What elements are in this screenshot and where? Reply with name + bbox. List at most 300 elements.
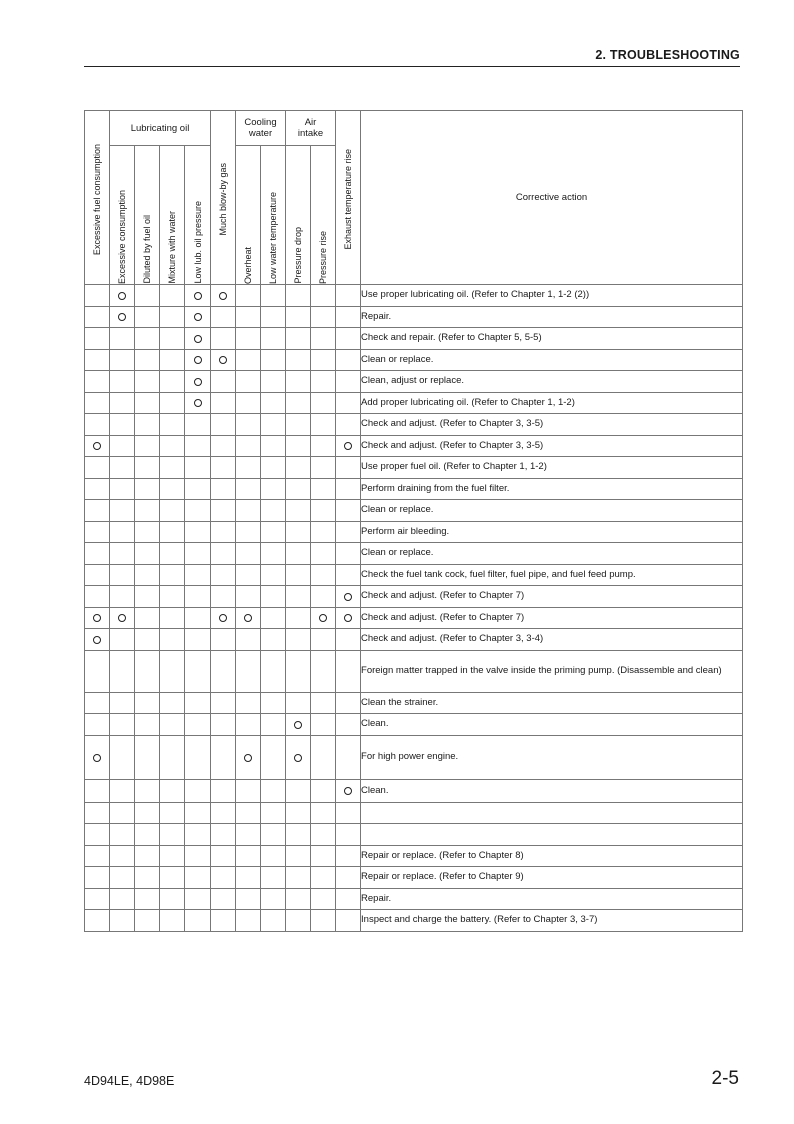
mark-cell: [311, 629, 336, 651]
mark-cell: [160, 285, 185, 307]
troubleshooting-table-body: [85, 285, 743, 932]
mark-cell: [185, 650, 211, 692]
circle-mark-icon: [118, 313, 126, 321]
mark-cell: [236, 371, 261, 393]
mark-cell: [286, 802, 311, 824]
mark-cell: [211, 607, 236, 629]
mark-cell: [135, 714, 160, 736]
mark-cell: [185, 285, 211, 307]
mark-cell: [135, 650, 160, 692]
circle-mark-icon: [118, 292, 126, 300]
mark-cell: [336, 543, 361, 565]
corrective-action-cell: Repair or replace. (Refer to Chapter 8): [361, 845, 743, 867]
mark-cell: [336, 586, 361, 608]
mark-cell: [85, 650, 110, 692]
mark-cell: [286, 910, 311, 932]
mark-cell: [110, 910, 135, 932]
mark-cell: [85, 714, 110, 736]
mark-cell: [236, 629, 261, 651]
mark-cell: [336, 306, 361, 328]
mark-cell: [261, 629, 286, 651]
mark-cell: [135, 607, 160, 629]
mark-cell: [185, 414, 211, 436]
corrective-action-cell: Clean or replace.: [361, 500, 743, 522]
mark-cell: [261, 735, 286, 779]
mark-cell: [110, 824, 135, 846]
mark-cell: [185, 478, 211, 500]
mark-cell: [160, 543, 185, 565]
table-row: [85, 543, 743, 565]
mark-cell: [336, 392, 361, 414]
mark-cell: [135, 735, 160, 779]
table-row: [85, 285, 743, 307]
corrective-action-cell: Perform draining from the fuel filter.: [361, 478, 743, 500]
col-header-corrective-action: Corrective action: [361, 111, 743, 285]
corrective-action-cell: Use proper lubricating oil. (Refer to Chapter 1, 1-2 (2)): [361, 285, 743, 307]
mark-cell: [286, 349, 311, 371]
mark-cell: [261, 888, 286, 910]
table-row: [85, 779, 743, 802]
mark-cell: [261, 692, 286, 714]
mark-cell: [211, 779, 236, 802]
mark-cell: [336, 414, 361, 436]
mark-cell: [236, 779, 261, 802]
table-row: [85, 607, 743, 629]
mark-cell: [286, 328, 311, 350]
circle-mark-icon: [194, 335, 202, 343]
mark-cell: [286, 500, 311, 522]
mark-cell: [286, 521, 311, 543]
corrective-action-cell: Check the fuel tank cock, fuel filter, fuel pipe, and fuel feed pump.: [361, 564, 743, 586]
table-row: [85, 802, 743, 824]
mark-cell: [110, 478, 135, 500]
mark-cell: [211, 285, 236, 307]
mark-cell: [160, 328, 185, 350]
mark-cell: [211, 521, 236, 543]
mark-cell: [236, 478, 261, 500]
footer-model: 4D94LE, 4D98E: [84, 1074, 175, 1088]
mark-cell: [211, 564, 236, 586]
mark-cell: [85, 824, 110, 846]
table-row: [85, 564, 743, 586]
mark-cell: [185, 735, 211, 779]
mark-cell: [110, 692, 135, 714]
circle-mark-icon: [93, 754, 101, 762]
mark-cell: [85, 306, 110, 328]
mark-cell: [211, 845, 236, 867]
circle-mark-icon: [219, 614, 227, 622]
mark-cell: [236, 692, 261, 714]
circle-mark-icon: [344, 614, 352, 622]
table-row: [85, 650, 743, 692]
mark-cell: [261, 521, 286, 543]
circle-mark-icon: [194, 399, 202, 407]
mark-cell: [261, 371, 286, 393]
mark-cell: [185, 779, 211, 802]
corrective-action-cell: Clean.: [361, 779, 743, 802]
mark-cell: [336, 692, 361, 714]
mark-cell: [185, 306, 211, 328]
table-row: [85, 714, 743, 736]
mark-cell: [211, 543, 236, 565]
mark-cell: [261, 349, 286, 371]
table-row: [85, 328, 743, 350]
mark-cell: [211, 414, 236, 436]
mark-cell: [236, 349, 261, 371]
mark-cell: [286, 824, 311, 846]
table-row: [85, 521, 743, 543]
mark-cell: [85, 845, 110, 867]
mark-cell: [211, 888, 236, 910]
mark-cell: [311, 607, 336, 629]
mark-cell: [110, 607, 135, 629]
mark-cell: [286, 650, 311, 692]
mark-cell: [286, 478, 311, 500]
mark-cell: [185, 802, 211, 824]
mark-cell: [311, 692, 336, 714]
col-header-diluted-by-fuel-oil: Diluted by fuel oil: [135, 146, 160, 285]
mark-cell: [211, 457, 236, 479]
mark-cell: [236, 714, 261, 736]
mark-cell: [185, 435, 211, 457]
mark-cell: [185, 714, 211, 736]
circle-mark-icon: [194, 356, 202, 364]
group-header-air-intake: Air intake: [286, 111, 336, 146]
mark-cell: [311, 435, 336, 457]
mark-cell: [110, 802, 135, 824]
mark-cell: [311, 521, 336, 543]
corrective-action-cell: Perform air bleeding.: [361, 521, 743, 543]
corrective-action-cell: Repair or replace. (Refer to Chapter 9): [361, 867, 743, 889]
circle-mark-icon: [294, 721, 302, 729]
mark-cell: [185, 328, 211, 350]
corrective-action-cell: Repair.: [361, 306, 743, 328]
mark-cell: [185, 371, 211, 393]
mark-cell: [135, 414, 160, 436]
mark-cell: [286, 371, 311, 393]
corrective-action-cell: Use proper fuel oil. (Refer to Chapter 1, 1-2): [361, 457, 743, 479]
mark-cell: [160, 392, 185, 414]
mark-cell: [236, 650, 261, 692]
mark-cell: [85, 392, 110, 414]
circle-mark-icon: [194, 378, 202, 386]
mark-cell: [110, 586, 135, 608]
mark-cell: [110, 414, 135, 436]
corrective-action-cell: Inspect and charge the battery. (Refer to Chapter 3, 3-7): [361, 910, 743, 932]
mark-cell: [135, 888, 160, 910]
mark-cell: [85, 692, 110, 714]
mark-cell: [185, 607, 211, 629]
corrective-action-cell: Clean or replace.: [361, 543, 743, 565]
mark-cell: [261, 650, 286, 692]
mark-cell: [160, 629, 185, 651]
mark-cell: [236, 306, 261, 328]
table-row: [85, 867, 743, 889]
mark-cell: [85, 802, 110, 824]
mark-cell: [211, 824, 236, 846]
mark-cell: [261, 543, 286, 565]
troubleshooting-table: [84, 110, 743, 932]
mark-cell: [110, 845, 135, 867]
corrective-action-cell: Check and repair. (Refer to Chapter 5, 5-5): [361, 328, 743, 350]
table-row: [85, 845, 743, 867]
mark-cell: [286, 543, 311, 565]
circle-mark-icon: [319, 614, 327, 622]
mark-cell: [160, 306, 185, 328]
mark-cell: [311, 414, 336, 436]
mark-cell: [286, 586, 311, 608]
mark-cell: [236, 867, 261, 889]
mark-cell: [261, 435, 286, 457]
mark-cell: [261, 392, 286, 414]
mark-cell: [236, 543, 261, 565]
group-header-cooling-water: Cooling water: [236, 111, 286, 146]
table-row: [85, 371, 743, 393]
table-row: [85, 735, 743, 779]
mark-cell: [135, 692, 160, 714]
table-row: [85, 629, 743, 651]
corrective-action-cell: Check and adjust. (Refer to Chapter 7): [361, 607, 743, 629]
mark-cell: [211, 392, 236, 414]
mark-cell: [311, 586, 336, 608]
mark-cell: [110, 543, 135, 565]
mark-cell: [311, 779, 336, 802]
corrective-action-cell: [361, 824, 743, 846]
mark-cell: [311, 824, 336, 846]
mark-cell: [85, 888, 110, 910]
mark-cell: [211, 371, 236, 393]
mark-cell: [336, 457, 361, 479]
mark-cell: [311, 867, 336, 889]
corrective-action-cell: Foreign matter trapped in the valve inside the priming pump. (Disassemble and clean): [361, 650, 743, 692]
mark-cell: [160, 457, 185, 479]
circle-mark-icon: [344, 593, 352, 601]
mark-cell: [110, 521, 135, 543]
mark-cell: [135, 306, 160, 328]
corrective-action-cell: Check and adjust. (Refer to Chapter 3, 3-5): [361, 435, 743, 457]
mark-cell: [286, 867, 311, 889]
mark-cell: [85, 735, 110, 779]
mark-cell: [85, 910, 110, 932]
table-row: [85, 586, 743, 608]
mark-cell: [135, 392, 160, 414]
table-row: [85, 824, 743, 846]
mark-cell: [286, 414, 311, 436]
mark-cell: [311, 802, 336, 824]
mark-cell: [160, 607, 185, 629]
mark-cell: [135, 478, 160, 500]
mark-cell: [211, 714, 236, 736]
mark-cell: [211, 435, 236, 457]
mark-cell: [236, 845, 261, 867]
mark-cell: [286, 435, 311, 457]
col-header-low-water-temperature: Low water temperature: [261, 146, 286, 285]
mark-cell: [336, 285, 361, 307]
table-row: [85, 349, 743, 371]
mark-cell: [160, 867, 185, 889]
mark-cell: [135, 457, 160, 479]
mark-cell: [286, 564, 311, 586]
mark-cell: [135, 371, 160, 393]
mark-cell: [261, 607, 286, 629]
circle-mark-icon: [194, 313, 202, 321]
mark-cell: [110, 500, 135, 522]
mark-cell: [85, 629, 110, 651]
mark-cell: [85, 867, 110, 889]
mark-cell: [110, 650, 135, 692]
mark-cell: [236, 328, 261, 350]
mark-cell: [160, 714, 185, 736]
circle-mark-icon: [93, 614, 101, 622]
mark-cell: [185, 586, 211, 608]
mark-cell: [160, 802, 185, 824]
mark-cell: [336, 478, 361, 500]
mark-cell: [85, 478, 110, 500]
mark-cell: [110, 714, 135, 736]
col-header-excessive-fuel-consumption: Excessive fuel consumption: [85, 111, 110, 285]
corrective-action-cell: [361, 802, 743, 824]
mark-cell: [336, 779, 361, 802]
table-row: [85, 414, 743, 436]
mark-cell: [261, 910, 286, 932]
mark-cell: [185, 564, 211, 586]
mark-cell: [336, 607, 361, 629]
mark-cell: [286, 714, 311, 736]
mark-cell: [311, 478, 336, 500]
mark-cell: [311, 650, 336, 692]
mark-cell: [211, 500, 236, 522]
mark-cell: [336, 629, 361, 651]
mark-cell: [135, 349, 160, 371]
mark-cell: [261, 779, 286, 802]
mark-cell: [185, 500, 211, 522]
mark-cell: [211, 629, 236, 651]
mark-cell: [160, 521, 185, 543]
mark-cell: [110, 349, 135, 371]
section-title: 2. TROUBLESHOOTING: [595, 48, 740, 62]
mark-cell: [160, 779, 185, 802]
mark-cell: [211, 802, 236, 824]
circle-mark-icon: [294, 754, 302, 762]
col-header-exhaust-temperature-rise: Exhaust temperature rise: [336, 111, 361, 285]
mark-cell: [110, 629, 135, 651]
col-header-excessive-consumption: Excessive consumption: [110, 146, 135, 285]
mark-cell: [261, 457, 286, 479]
mark-cell: [236, 888, 261, 910]
mark-cell: [236, 285, 261, 307]
mark-cell: [185, 867, 211, 889]
mark-cell: [336, 564, 361, 586]
group-header-lubricating-oil: Lubricating oil: [110, 111, 211, 146]
mark-cell: [85, 349, 110, 371]
mark-cell: [160, 845, 185, 867]
corrective-action-cell: Check and adjust. (Refer to Chapter 3, 3-5): [361, 414, 743, 436]
mark-cell: [311, 845, 336, 867]
table-row: [85, 457, 743, 479]
circle-mark-icon: [118, 614, 126, 622]
col-header-overheat: Overheat: [236, 146, 261, 285]
mark-cell: [135, 629, 160, 651]
mark-cell: [311, 543, 336, 565]
mark-cell: [336, 802, 361, 824]
mark-cell: [211, 306, 236, 328]
mark-cell: [336, 735, 361, 779]
col-header-pressure-rise: Pressure rise: [311, 146, 336, 285]
mark-cell: [85, 457, 110, 479]
mark-cell: [110, 779, 135, 802]
table-row: [85, 692, 743, 714]
table-row: [85, 306, 743, 328]
mark-cell: [85, 779, 110, 802]
mark-cell: [160, 692, 185, 714]
mark-cell: [311, 285, 336, 307]
mark-cell: [211, 586, 236, 608]
mark-cell: [236, 564, 261, 586]
mark-cell: [135, 845, 160, 867]
mark-cell: [236, 824, 261, 846]
circle-mark-icon: [194, 292, 202, 300]
mark-cell: [286, 306, 311, 328]
table-row: [85, 435, 743, 457]
mark-cell: [336, 521, 361, 543]
mark-cell: [311, 910, 336, 932]
mark-cell: [211, 650, 236, 692]
mark-cell: [110, 867, 135, 889]
mark-cell: [236, 607, 261, 629]
mark-cell: [185, 845, 211, 867]
table-row: [85, 910, 743, 932]
mark-cell: [110, 564, 135, 586]
mark-cell: [261, 824, 286, 846]
mark-cell: [311, 306, 336, 328]
mark-cell: [110, 392, 135, 414]
mark-cell: [336, 650, 361, 692]
mark-cell: [135, 824, 160, 846]
mark-cell: [160, 586, 185, 608]
mark-cell: [85, 564, 110, 586]
mark-cell: [261, 867, 286, 889]
circle-mark-icon: [93, 636, 101, 644]
mark-cell: [286, 845, 311, 867]
mark-cell: [211, 478, 236, 500]
mark-cell: [85, 586, 110, 608]
mark-cell: [336, 328, 361, 350]
mark-cell: [160, 500, 185, 522]
mark-cell: [286, 735, 311, 779]
mark-cell: [311, 500, 336, 522]
mark-cell: [85, 328, 110, 350]
mark-cell: [261, 586, 286, 608]
mark-cell: [160, 910, 185, 932]
mark-cell: [336, 435, 361, 457]
mark-cell: [211, 735, 236, 779]
circle-mark-icon: [219, 356, 227, 364]
mark-cell: [336, 824, 361, 846]
mark-cell: [236, 586, 261, 608]
mark-cell: [236, 457, 261, 479]
mark-cell: [311, 714, 336, 736]
mark-cell: [160, 564, 185, 586]
mark-cell: [110, 435, 135, 457]
mark-cell: [286, 888, 311, 910]
mark-cell: [311, 564, 336, 586]
mark-cell: [135, 521, 160, 543]
mark-cell: [261, 478, 286, 500]
table-row: [85, 888, 743, 910]
page-number: 2-5: [711, 1068, 739, 1089]
mark-cell: [236, 500, 261, 522]
col-header-much-blow-by-gas: Much blow-by gas: [211, 111, 236, 285]
